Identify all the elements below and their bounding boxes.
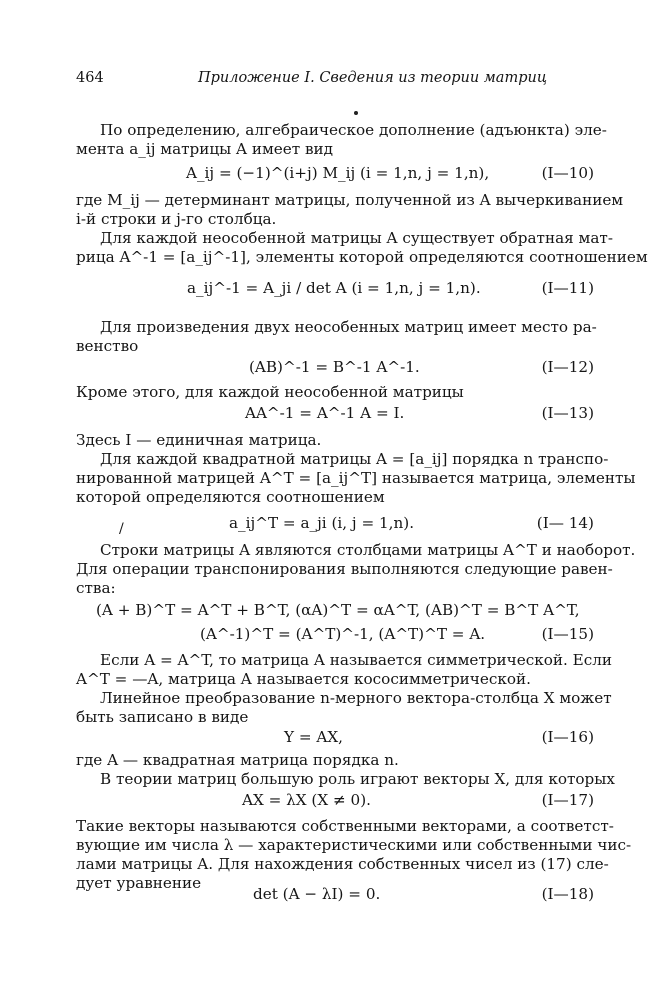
text-line: лами матрицы A. Для нахождения собственных чисел из (17) сле- bbox=[76, 855, 609, 873]
text-line: нированной матрицей A^T = [a_ij^T] называется матрица, элементы bbox=[76, 469, 636, 487]
text-line: которой определяются соотношением bbox=[76, 488, 385, 506]
text-line: дует уравнение bbox=[76, 874, 202, 892]
formula-13: AA^-1 = A^-1 A = I. bbox=[245, 404, 405, 422]
text-line: Строки матрицы A являются столбцами матрицы A^T и наоборот. bbox=[100, 541, 636, 559]
text-line: В теории матриц большую роль играют векторы X, для которых bbox=[100, 770, 615, 788]
formula-12: (AB)^-1 = B^-1 A^-1. bbox=[249, 358, 420, 376]
page-number: 464 bbox=[76, 70, 104, 86]
text-line: ства: bbox=[76, 579, 116, 597]
text-line: Для каждой неособенной матрицы A существует обратная мат- bbox=[100, 229, 613, 247]
formula-18: det (A − λI) = 0. bbox=[253, 885, 381, 903]
text-line: Такие векторы называются собственными векторами, а соответст- bbox=[76, 817, 614, 835]
equation-number: (I—11) bbox=[541, 279, 594, 297]
formula-14: a_ij^T = a_ji (i, j = 1,n). bbox=[229, 514, 415, 532]
formula-16: Y = AX, bbox=[284, 728, 344, 746]
text-line: Для произведения двух неособенных матриц имеет место ра- bbox=[100, 318, 597, 336]
text-line: венство bbox=[76, 337, 139, 355]
equation-number: (I—12) bbox=[541, 358, 594, 376]
formula-11: a_ij^-1 = A_ji / det A (i = 1,n, j = 1,n). bbox=[187, 279, 481, 297]
formula-15b: (A^-1)^T = (A^T)^-1, (A^T)^T = A. bbox=[200, 625, 486, 643]
equation-number: (I—13) bbox=[541, 404, 594, 422]
text-line: рица A^-1 = [a_ij^-1], элементы которой определяются соотношением bbox=[76, 248, 648, 266]
running-title: Приложение I. Сведения из теории матриц bbox=[198, 70, 547, 86]
formula-17: AX = λX (X ≠ 0). bbox=[242, 791, 371, 809]
text-line: Для каждой квадратной матрицы A = [a_ij] порядка n транспо- bbox=[100, 450, 609, 468]
equation-number: (I— 14) bbox=[536, 514, 594, 532]
text-line: Здесь I — единичная матрица. bbox=[76, 431, 322, 449]
text-line: Для операции транспонирования выполняются следующие равен- bbox=[76, 560, 613, 578]
text-line: быть записано в виде bbox=[76, 708, 249, 726]
text-line: где M_ij — детерминант матрицы, полученной из A вычеркиванием bbox=[76, 191, 624, 209]
text-line: Линейное преобразование n-мерного вектора-столбца X может bbox=[100, 689, 612, 707]
text-line: Кроме этого, для каждой неособенной матрицы bbox=[76, 383, 464, 401]
stray-dot bbox=[354, 111, 358, 115]
text-line: Если A = A^T, то матрица A называется симметрической. Если bbox=[100, 651, 612, 669]
equation-number: (I—16) bbox=[541, 728, 594, 746]
text-line: вующие им числа λ — характеристическими или собственными чис- bbox=[76, 836, 632, 854]
pencil-tick-mark: / bbox=[119, 521, 124, 537]
equation-number: (I—10) bbox=[541, 164, 594, 182]
equation-number: (I—18) bbox=[541, 885, 594, 903]
text-line: где A — квадратная матрица порядка n. bbox=[76, 751, 399, 769]
equation-number: (I—15) bbox=[541, 625, 594, 643]
text-line: мента a_ij матрицы A имеет вид bbox=[76, 140, 334, 158]
text-line: По определению, алгебраическое дополнение (адъюнкта) эле- bbox=[100, 121, 607, 139]
text-line: A^T = —A, матрица A называется кососимметрической. bbox=[76, 670, 531, 688]
text-line: i-й строки и j-го столбца. bbox=[76, 210, 277, 228]
equation-number: (I—17) bbox=[541, 791, 594, 809]
formula-15a: (A + B)^T = A^T + B^T, (αA)^T = αA^T, (AB)^T = B^T A^T, bbox=[96, 601, 580, 619]
formula-10: A_ij = (−1)^(i+j) M_ij (i = 1,n, j = 1,n), bbox=[186, 164, 490, 182]
